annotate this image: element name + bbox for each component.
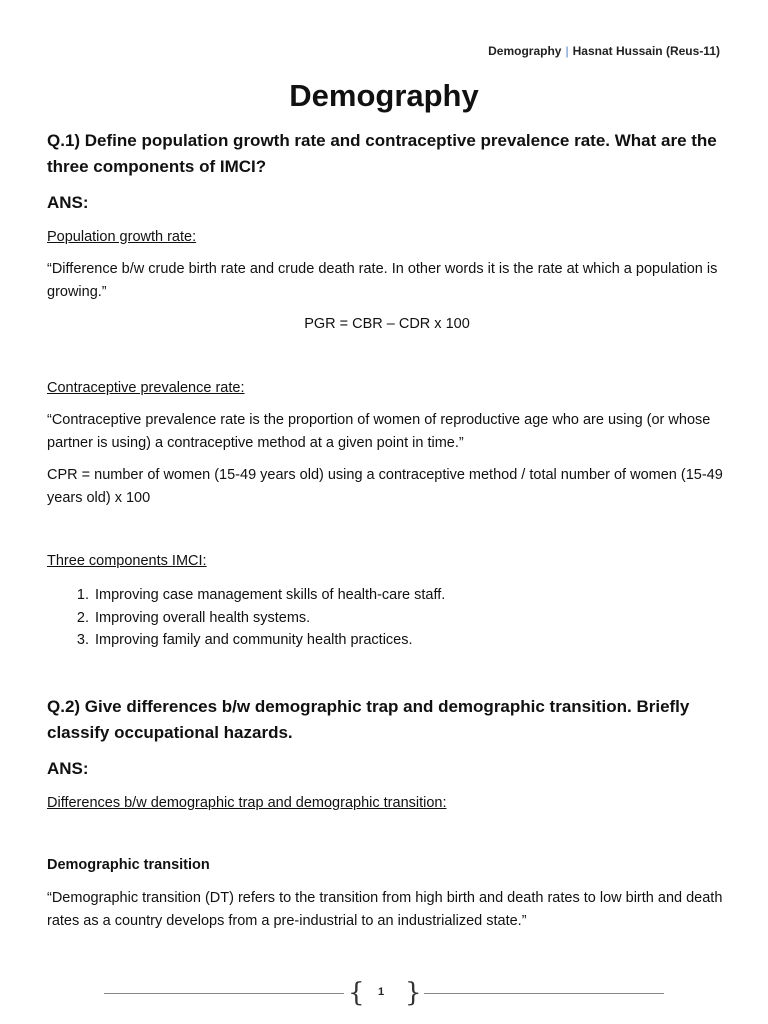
pgr-definition: “Difference b/w crude birth rate and crude death rate. In other words it is the rate at which a population is growing.” — [47, 261, 718, 300]
list-item: 3. Improving family and community health practices. — [93, 629, 445, 652]
header-title: Demography — [488, 44, 562, 58]
answer-label-1: ANS: — [47, 193, 89, 212]
page-title: Demography — [289, 78, 479, 113]
header-separator: | — [565, 44, 569, 58]
cpr-definition: “Contraceptive prevalence rate is the proportion of women of reproductive age who are using (or whose partner is using) a contraceptive method at a given point in time.” — [47, 412, 711, 451]
question-2: Q.2) Give differences b/w demographic trap and demographic transition. Briefly classify occupational hazards. — [47, 697, 690, 742]
list-item: 2. Improving overall health systems. — [93, 607, 445, 630]
dt-heading: Demographic transition — [47, 857, 210, 873]
header-author: Hasnat Hussain (Reus-11) — [572, 44, 720, 58]
question-1: Q.1) Define population growth rate and contraceptive prevalence rate. What are the three components of IMCI? — [47, 131, 717, 176]
pgr-formula: PGR = CBR – CDR x 100 — [304, 316, 470, 332]
cpr-formula: CPR = number of women (15-49 years old) using a contraceptive method / total number of women (15-49 years old) x 100 — [47, 467, 723, 506]
running-header — [488, 44, 720, 58]
footer-rule-left — [104, 993, 344, 994]
list-item: 1. Improving case management skills of health-care staff. — [93, 584, 445, 607]
page-number: 1 — [378, 986, 385, 998]
footer-rule-right — [424, 993, 664, 994]
imci-list — [47, 584, 445, 652]
answer-label-2: ANS: — [47, 759, 89, 778]
dt-definition: “Demographic transition (DT) refers to the transition from high birth and death rates to low birth and death rates as a country develops from a pre-industrial to an industrialized state.” — [47, 890, 723, 929]
differences-heading: Differences b/w demographic trap and demographic transition: — [47, 795, 447, 811]
pgr-heading: Population growth rate: — [47, 229, 197, 245]
footer-bracket-left: { — [348, 978, 365, 1008]
imci-heading: Three components IMCI: — [47, 553, 207, 569]
cpr-heading: Contraceptive prevalence rate: — [47, 380, 245, 396]
footer-bracket-right: } — [405, 978, 422, 1008]
